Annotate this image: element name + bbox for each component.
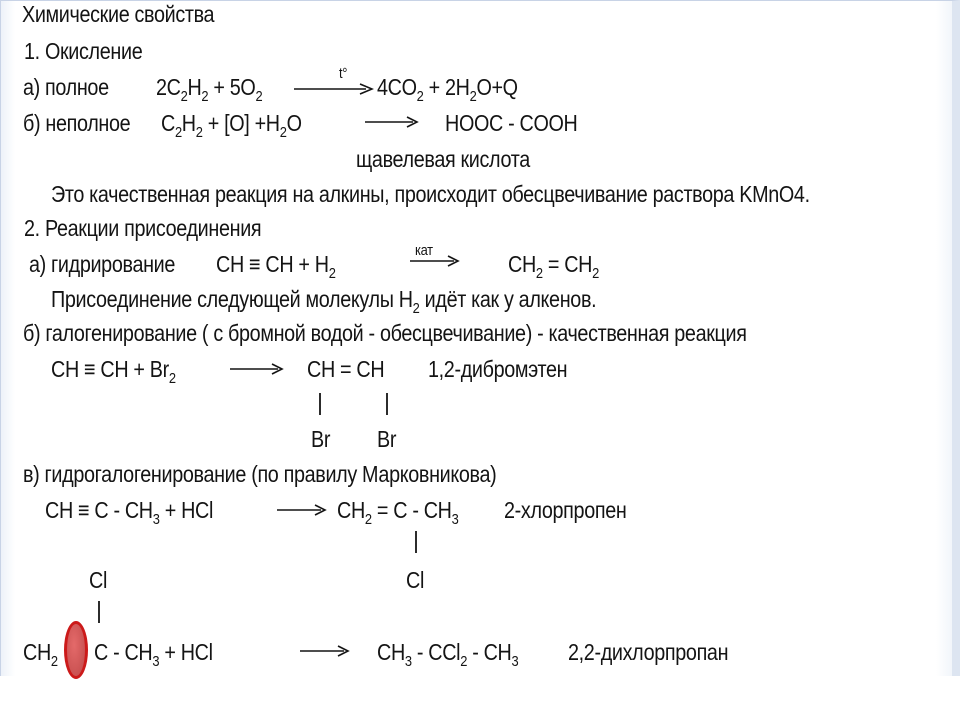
hydrohalogenation-reactants: CH ≡ C - $CH_3$ + HCl: [45, 497, 214, 528]
full-oxidation-products: $4CO_2 + 2H_2O+Q$: [377, 74, 518, 105]
slide-left-edge: [1, 1, 15, 676]
heat-condition: t°: [339, 65, 348, 82]
bromine-atom: Br: [377, 426, 397, 452]
bromine-atom: Br: [311, 426, 331, 452]
reaction-arrow: [300, 645, 350, 657]
full-oxidation-label: а) полное: [23, 74, 109, 100]
dichloropropane-name: 2,2-дихлорпропан: [568, 639, 729, 665]
hydrogenation-note: Присоединение следующей молекулы $H_2$ идёт как у алкенов.: [51, 286, 597, 317]
chloropropene-formula: $CH_2 = C - CH_3$: [337, 497, 459, 528]
bond-line: [318, 393, 322, 415]
reaction-arrow: [410, 255, 460, 267]
partial-oxidation-reactants: $C_2H_2 + [O] +H_2O$: [161, 110, 302, 141]
dichloropropane-reactants-left: $CH_2$: [23, 639, 58, 670]
dichloropropane-reactants-right: C - $CH_3$ + HCl: [94, 639, 213, 670]
heading-addition: 2. Реакции присоединения: [24, 215, 262, 241]
dibromoethene-name: 1,2-дибромэтен: [428, 356, 568, 382]
slide-title: Химические свойства: [22, 1, 215, 27]
hydrohalogenation-label: в) гидрогалогенирование (по правилу Марковникова): [23, 461, 497, 487]
halogenation-reactants: CH ≡ CH + $Br_2$: [51, 356, 176, 387]
catalyst-condition: кат: [415, 242, 433, 259]
hydrogenation-reactants: CH ≡ CH + $H_2$: [216, 251, 336, 282]
bond-line: [414, 531, 418, 553]
hydrogenation-product: $CH_2 = CH_2$: [508, 251, 599, 282]
oxalic-acid-name: щавелевая кислота: [356, 146, 530, 172]
qualitative-note: Это качественная реакция на алкины, происходит обесцвечивание раствора KMnO4.: [51, 181, 810, 207]
full-oxidation-reactants: $2C_2H_2 + 5O_2$: [156, 74, 263, 105]
chlorine-atom: Cl: [89, 567, 107, 593]
chloropropene-name: 2-хлорпропен: [504, 497, 627, 523]
partial-oxidation-product: HOOC - COOH: [445, 110, 578, 136]
heading-oxidation: 1. Окисление: [24, 38, 143, 64]
partial-oxidation-label: б) неполное: [23, 110, 131, 136]
dichloropropane-formula: $CH_3 - CCl_2 - CH_3$: [377, 639, 519, 670]
halogenation-label: б) галогенирование ( с бромной водой - обесцвечивание) - качественная реакция: [23, 320, 747, 346]
reaction-arrow: [365, 116, 419, 128]
reaction-arrow: [230, 363, 284, 375]
dibromoethene-formula: CH = CH: [307, 356, 385, 382]
highlight-oval: [64, 621, 88, 679]
bond-line: [385, 393, 389, 415]
bond-line: [97, 601, 101, 623]
reaction-arrow: [277, 504, 327, 516]
chlorine-atom: Cl: [406, 567, 424, 593]
reaction-arrow: [294, 83, 374, 95]
hydrogenation-label: а) гидрирование: [29, 251, 176, 277]
